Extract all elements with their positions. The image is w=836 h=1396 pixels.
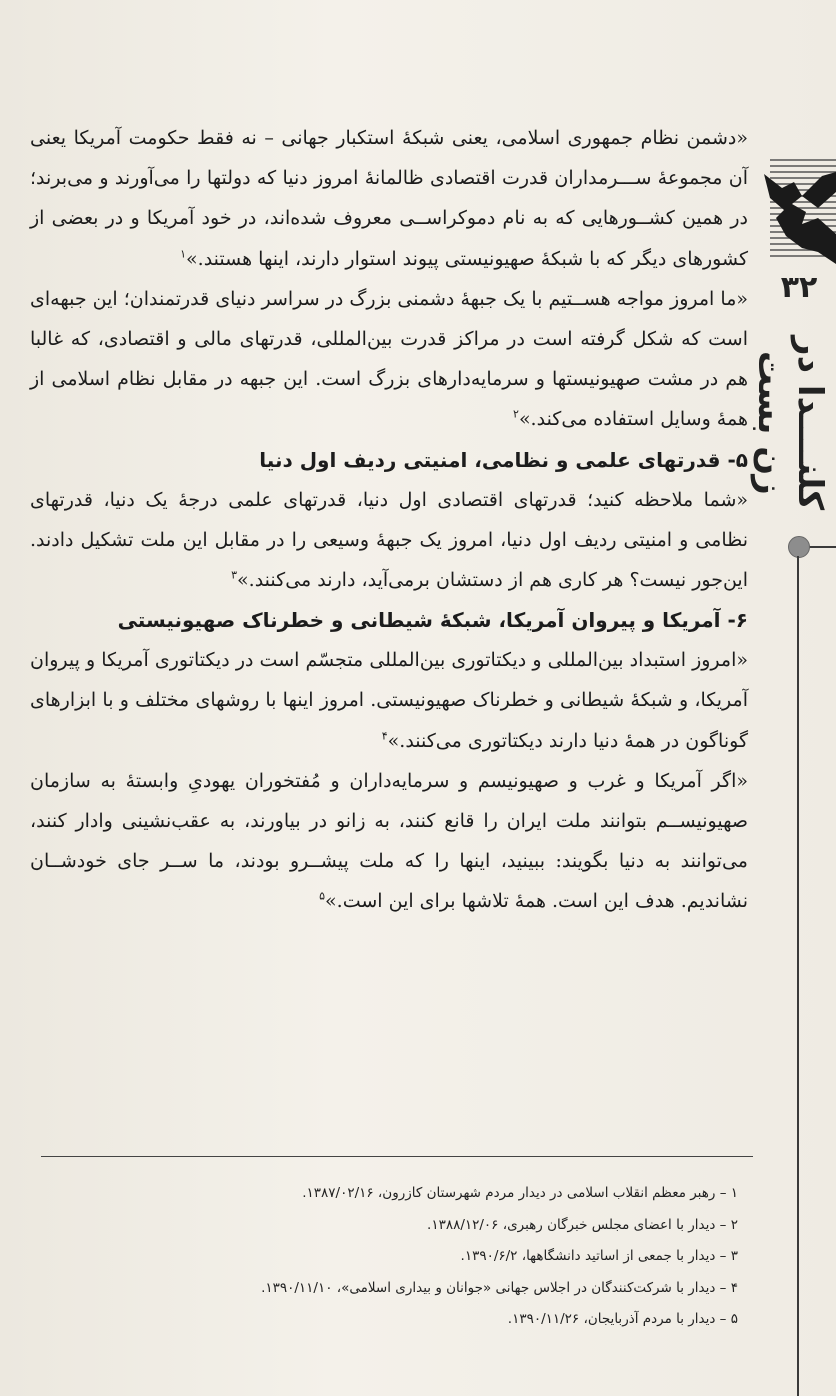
paragraph-3-text: «شما ملاحظه کنید؛ قدرتهای اقتصادی اول دنیا، قدرتهای علمی درجهٔ یک دنیا، قدرتهای نظامی و امنیتی ردیف اول دنیا، امروز یک جبههٔ وسیعی را در مقابل این ملت تشکیل دادند. این‌جور نیست؟ هر کاری هم از دستشان برمی‌آید، دارند می‌کنند.»: [30, 488, 748, 592]
main-text: [30, 118, 748, 922]
paragraph-3: [30, 480, 748, 601]
footnote-divider: [41, 1156, 753, 1157]
footnote-ref-3: ۳: [231, 568, 238, 582]
footnote-item: ۱ – رهبر معظم انقلاب اسلامی در دیدار مردم شهرستان کازرون، ۱۳۸۷/۰۲/۱۶.: [302, 1185, 738, 1201]
footnote-item: ۳ – دیدار با جمعی از اساتید دانشگاهها، ۱۳۹۰/۶/۲.: [460, 1248, 738, 1264]
bullet-dot-icon: [788, 536, 810, 558]
footnote-item: ۴ – دیدار با شرکت‌کنندگان در اجلاس جهانی «جوانان و بیداری اسلامی»، ۱۳۹۰/۱۱/۱۰.: [261, 1279, 738, 1296]
margin-line: [797, 556, 799, 1396]
footnotes: [30, 1178, 738, 1336]
eagle-logo-icon: [762, 152, 836, 264]
paragraph-1: [30, 118, 748, 279]
paragraph-5-text: «اگر آمریکا و غرب و صهیونیسم و سرمایه‌داران و مُفتخوران یهودیِ وابستهٔ به سازمان صهیونیســم بتوانند ملت ایران را قانع کنند، به زانو در بیاورند، به عقب‌نشینی وادار کنند، می‌توانند به دنیا بگویند: ببینید، اینها را که ملت پیشــرو بودند، ما ســر جای خودشــان نشاندیم. هدف این است. همهٔ تلاشها برای این است.»: [30, 769, 748, 913]
paragraph-4-text: «امروز استبداد بین‌المللی و دیکتاتوری بین‌المللی متجسّم است در دیکتاتوری آمریکا و پیروان آمریکا، و شبکهٔ شیطانی و خطرناک صهیونیستی. امروز اینها با روشهای مختلف و با ابزارهای گوناگون در همهٔ دنیا دارند دیکتاتوری می‌کنند.»: [30, 649, 748, 752]
section-heading-5: ۵- قدرتهای علمی و نظامی، امنیتی ردیف اول دنیا: [259, 447, 748, 472]
footnote-ref-1: ۱: [180, 247, 187, 261]
paragraph-4: [30, 640, 748, 761]
margin-decoration: [750, 0, 836, 1396]
book-title: کلنــــدا در زن بست: [750, 335, 830, 511]
section-heading-6: ۶- آمریکا و پیروان آمریکا، شبکهٔ شیطانی و خطرناک صهیونیستی: [117, 608, 748, 633]
footnote-ref-5: ۵: [319, 890, 326, 904]
footnote-ref-4: ۴: [381, 729, 388, 743]
paragraph-5: [30, 761, 748, 922]
paragraph-2: [30, 279, 748, 440]
footnote-item: ۵ – دیدار با مردم آذربایجان، ۱۳۹۰/۱۱/۲۶.: [507, 1311, 738, 1327]
footnote-item: ۲ – دیدار با اعضای مجلس خبرگان رهبری، ۱۳۸۸/۱۲/۰۶.: [427, 1216, 738, 1233]
paragraph-2-text: «ما امروز مواجه هســتیم با یک جبههٔ دشمنی بزرگ در سراسر دنیای قدرتمندان؛ این جبهه‌ای است که شکل گرفته است در مراکز قدرت بین‌المللی، قدرتهای مالی و اقتصادی، که غالبا هم در مشت صهیونیستها و سرمایه‌دارهای بزرگ است. این جبهه در مقابل نظام اسلامی از همهٔ وسایل استفاده می‌کند.»: [30, 287, 748, 431]
footnote-ref-2: ۲: [513, 408, 519, 422]
paragraph-1-text: «دشمن نظام جمهوری اسلامی، یعنی شبکهٔ استکبار جهانی – نه فقط حکومت آمریکا یعنی آن مجموعهٔ ســـرمداران قدرت اقتصادی ظالمانهٔ امروز دنیا که دولتها را می‌آورند و می‌برند؛ در همین کشــورهایی که به نام دموکراســی معروف شده‌اند، در خود آمریکا و در بعضی از کشورهای دیگر که با شبکهٔ صهیونیستی پیوند استوار دارند، اینها هستند.»: [30, 127, 748, 270]
page-number: ۳۲: [780, 270, 818, 305]
